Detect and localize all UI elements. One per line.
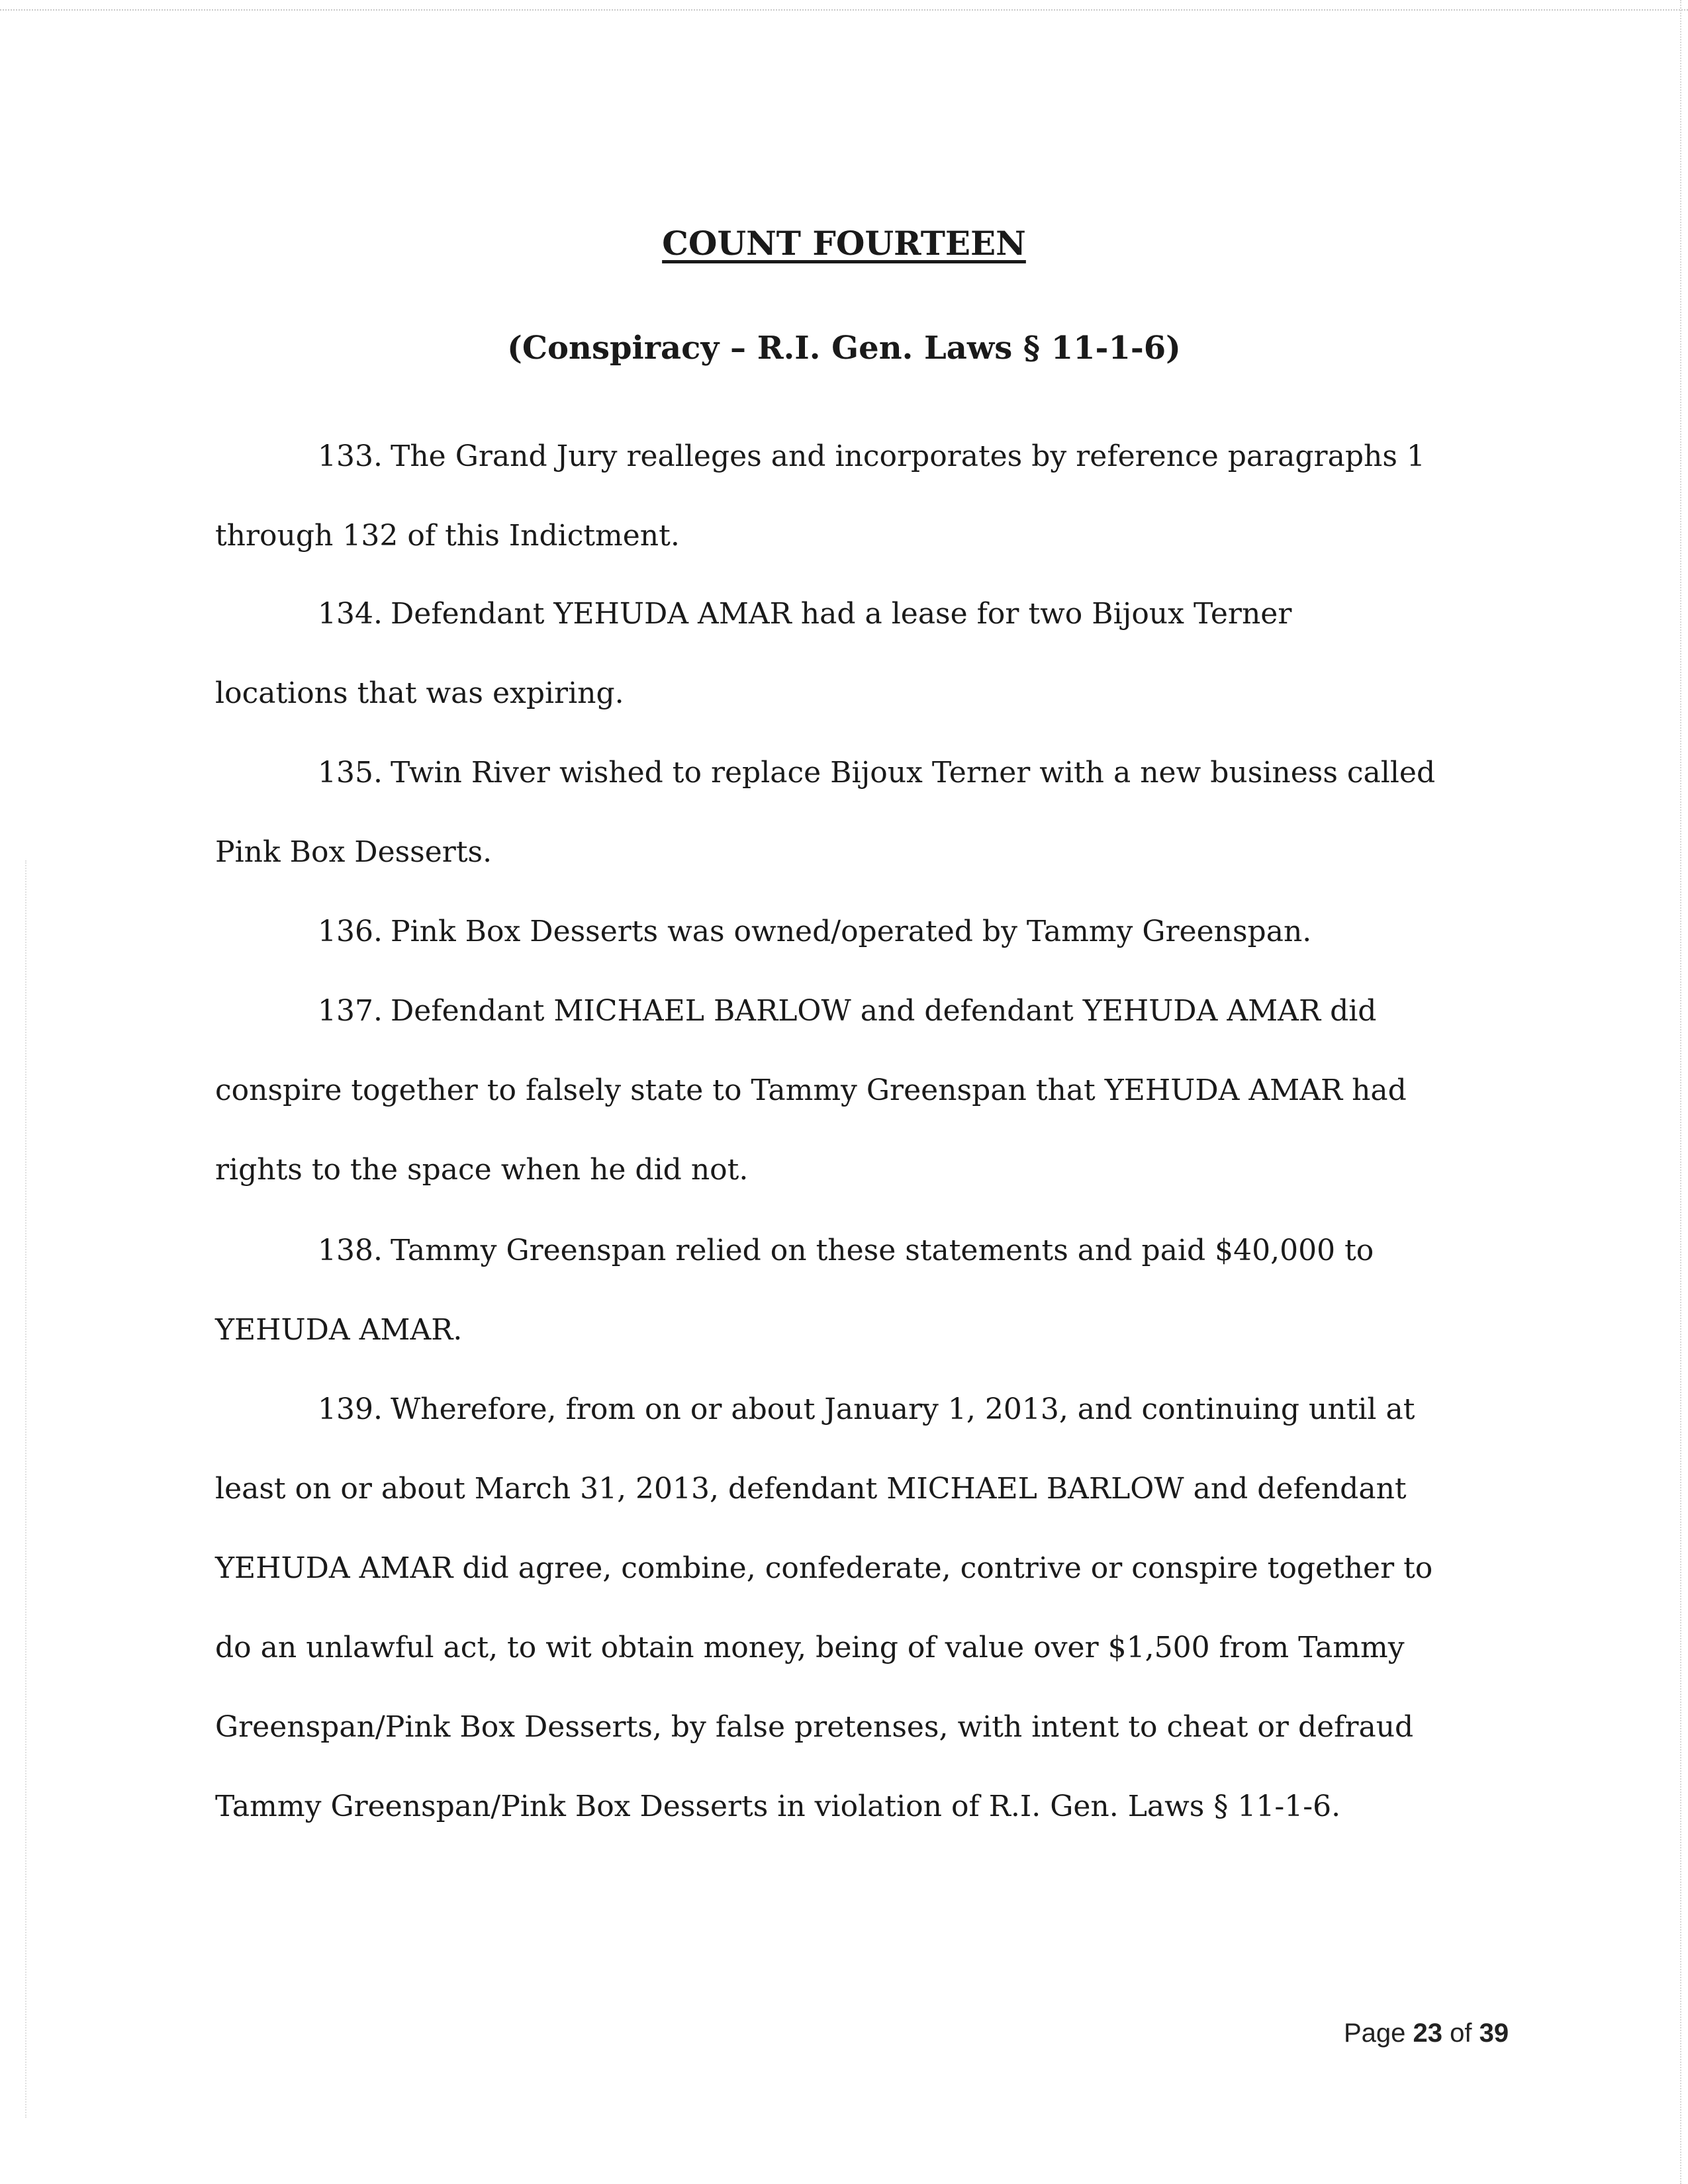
paragraph-line: through 132 of this Indictment. (215, 519, 680, 553)
total-pages: 39 (1479, 2019, 1509, 2048)
paragraph-line (215, 417, 1486, 496)
paragraph-138 (215, 1211, 1486, 1370)
page-number-footer (1344, 2019, 1509, 2048)
paragraph-135 (215, 733, 1486, 892)
paragraph-line: locations that was expiring. (215, 676, 624, 710)
paragraph-line (215, 892, 1486, 972)
paragraph-text: Twin River wished to replace Bijoux Terner with a new business called (391, 756, 1436, 790)
paragraph-text: The Grand Jury realleges and incorporates by reference paragraphs 1 (391, 439, 1425, 473)
paragraph-text: Defendant YEHUDA AMAR had a lease for two Bijoux Terner (391, 597, 1292, 631)
paragraph-line: do an unlawful act, to wit obtain money, being of value over $1,500 from Tammy (215, 1631, 1405, 1664)
paragraph-line (215, 574, 1486, 654)
paragraph-line: least on or about March 31, 2013, defendant MICHAEL BARLOW and defendant (215, 1472, 1407, 1506)
scan-artifact-top (0, 0, 1688, 11)
paragraph-number: 136. (318, 915, 383, 948)
of-label: of (1450, 2019, 1472, 2048)
paragraph-text: Tammy Greenspan relied on these statements and paid $40,000 to (391, 1234, 1374, 1267)
paragraph-line: YEHUDA AMAR. (215, 1313, 463, 1347)
paragraph-number: 133. (318, 439, 383, 473)
paragraph-139 (215, 1370, 1486, 1846)
paragraph-text: Defendant MICHAEL BARLOW and defendant YEHUDA AMAR did (391, 994, 1377, 1028)
scan-artifact-left (25, 860, 26, 2118)
paragraph-line: Tammy Greenspan/Pink Box Desserts in violation of R.I. Gen. Laws § 11-1-6. (215, 1790, 1341, 1823)
paragraph-134 (215, 574, 1486, 733)
paragraph-line (215, 1211, 1486, 1291)
paragraph-line (215, 1370, 1486, 1449)
paragraph-line: conspire together to falsely state to Tammy Greenspan that YEHUDA AMAR had (215, 1073, 1407, 1107)
paragraph-line: Greenspan/Pink Box Desserts, by false pretenses, with intent to cheat or defraud (215, 1710, 1414, 1744)
count-subtitle: (Conspiracy – R.I. Gen. Laws § 11-1-6) (507, 330, 1181, 367)
paragraph-line: YEHUDA AMAR did agree, combine, confederate, contrive or conspire together to (215, 1551, 1433, 1585)
paragraph-number: 138. (318, 1234, 383, 1267)
scan-artifact-right (1680, 0, 1681, 2184)
paragraph-text: Wherefore, from on or about January 1, 2013, and continuing until at (391, 1392, 1415, 1426)
paragraph-number: 135. (318, 756, 383, 790)
paragraph-133 (215, 417, 1486, 576)
paragraph-line: rights to the space when he did not. (215, 1153, 749, 1187)
paragraph-136 (215, 892, 1486, 972)
paragraph-line: Pink Box Desserts. (215, 835, 492, 869)
count-title: COUNT FOURTEEN (662, 224, 1026, 263)
paragraph-number: 139. (318, 1392, 383, 1426)
paragraph-number: 137. (318, 994, 383, 1028)
paragraph-line (215, 972, 1486, 1051)
paragraph-137 (215, 972, 1486, 1210)
paragraph-number: 134. (318, 597, 383, 631)
paragraph-text: Pink Box Desserts was owned/operated by Tammy Greenspan. (391, 915, 1312, 948)
paragraph-line (215, 733, 1486, 813)
current-page: 23 (1413, 2019, 1443, 2048)
page-label: Page (1344, 2019, 1406, 2048)
